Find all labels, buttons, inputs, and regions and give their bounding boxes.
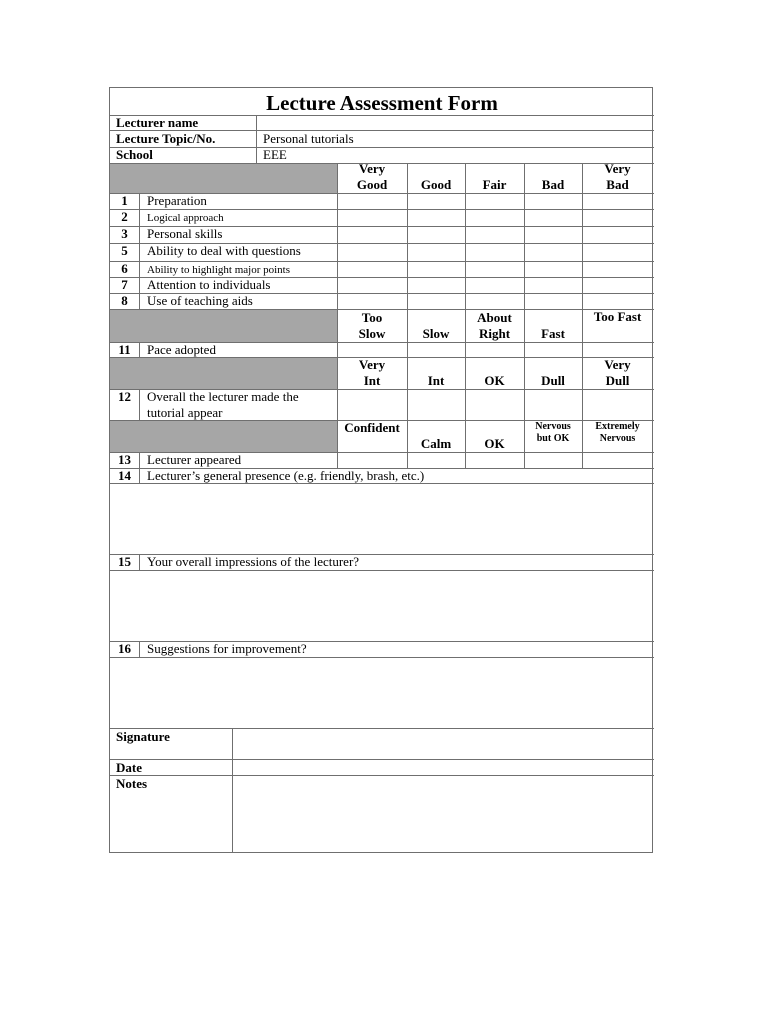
- item-number: 15: [118, 554, 131, 569]
- item-label: Attention to individuals: [147, 277, 271, 292]
- lecture-topic-label: Lecture Topic/No.: [116, 131, 216, 146]
- rating-header-band-2: [110, 309, 337, 342]
- rating-header-4-4: Nervous but OK: [535, 421, 571, 444]
- rating-header-4-1: Confident: [344, 420, 400, 435]
- rating-header-2-2: Slow: [422, 326, 450, 341]
- rating-header-1-5: Very Bad: [604, 161, 631, 192]
- item-label-overall: Overall the lecturer made the tutorial appear: [147, 389, 299, 420]
- rating-header-3-4: Dull: [541, 373, 565, 388]
- lecturer-name-label: Lecturer name: [116, 115, 199, 130]
- impressions-answer-box[interactable]: [111, 571, 653, 640]
- item-label: Logical approach: [147, 212, 224, 224]
- item-number: 3: [121, 226, 128, 241]
- rating-header-band-1: [110, 163, 337, 193]
- item-label: Ability to highlight major points: [147, 264, 290, 276]
- item-label: Use of teaching aids: [147, 293, 253, 308]
- form-title: Lecture Assessment Form: [266, 91, 498, 115]
- item-number: 1: [121, 193, 128, 208]
- rating-header-1-4: Bad: [541, 177, 565, 192]
- rating-header-4-3: OK: [484, 436, 505, 451]
- rating-header-1-3: Fair: [482, 177, 507, 192]
- rating-header-1-1: Very Good: [356, 161, 388, 192]
- rating-header-band-4: [110, 420, 337, 452]
- rating-header-3-3: OK: [484, 373, 505, 388]
- rating-header-2-4: Fast: [541, 326, 565, 341]
- rating-header-band-3: [110, 357, 337, 389]
- signature-field[interactable]: [233, 729, 653, 758]
- school-label: School: [116, 147, 153, 162]
- date-label: Date: [116, 760, 142, 775]
- rating-header-3-1: Very Int: [358, 357, 386, 388]
- signature-label: Signature: [116, 729, 170, 744]
- date-field[interactable]: [233, 760, 653, 774]
- item-number: 11: [118, 342, 131, 357]
- school-field[interactable]: EEE: [263, 147, 287, 162]
- item-number: 5: [121, 243, 128, 258]
- item-number: 6: [121, 261, 128, 276]
- item-label-impressions: Your overall impressions of the lecturer?: [147, 554, 360, 569]
- notes-label: Notes: [116, 776, 148, 791]
- item-number: 8: [121, 293, 128, 308]
- lecture-topic-field[interactable]: Personal tutorials: [263, 131, 354, 146]
- rating-header-4-2: Calm: [420, 436, 452, 451]
- item-label-appeared: Lecturer appeared: [147, 452, 242, 467]
- presence-answer-box[interactable]: [111, 484, 653, 553]
- suggestions-answer-box[interactable]: [111, 658, 653, 727]
- item-number: 13: [118, 452, 131, 467]
- item-label: Preparation: [147, 193, 207, 208]
- notes-field[interactable]: [233, 776, 653, 852]
- item-label: Ability to deal with questions: [147, 243, 301, 258]
- item-number: 2: [121, 209, 128, 224]
- rating-header-2-1: Too Slow: [358, 310, 386, 341]
- item-label: Personal skills: [147, 226, 223, 241]
- rating-header-2-5: Too Fast: [593, 309, 642, 324]
- assessment-form: [109, 87, 653, 853]
- item-number: 12: [118, 389, 131, 404]
- rating-header-3-2: Int: [427, 373, 445, 388]
- rating-header-1-2: Good: [420, 177, 452, 192]
- item-label-presence: Lecturer’s general presence (e.g. friendly, brash, etc.): [147, 468, 425, 483]
- item-label-pace: Pace adopted: [147, 342, 216, 357]
- item-number: 14: [118, 468, 131, 483]
- rating-header-2-3: About Right: [477, 310, 512, 341]
- item-number: 7: [121, 277, 128, 292]
- item-number: 16: [118, 641, 131, 656]
- rating-header-4-5: Extremely Nervous: [595, 421, 640, 444]
- rating-header-3-5: Very Dull: [604, 357, 631, 388]
- item-label-suggestions: Suggestions for improvement?: [147, 641, 307, 656]
